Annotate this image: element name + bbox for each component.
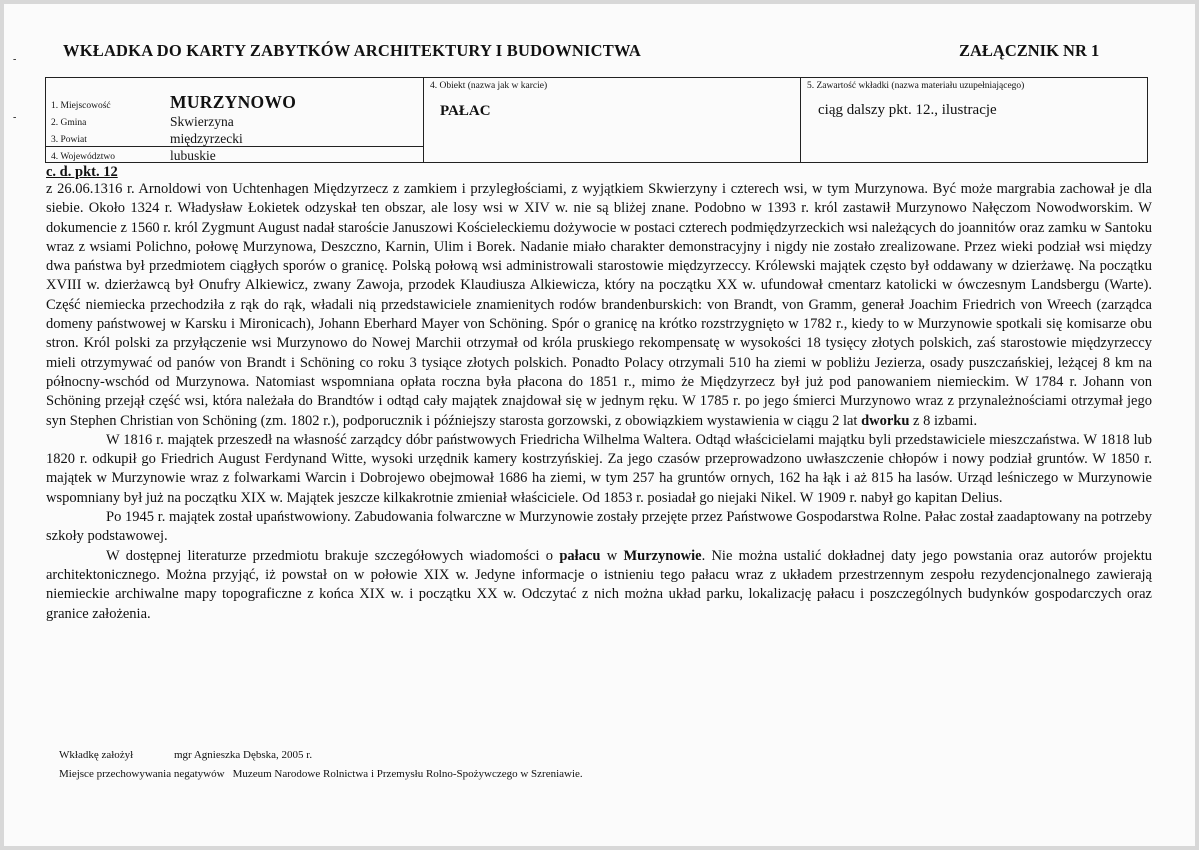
- location-row-4: [46, 146, 423, 164]
- document-title: WKŁADKA DO KARTY ZABYTKÓW ARCHITEKTURY I BUDOWNICTWA: [63, 41, 641, 60]
- paragraph-4-text-2: w: [600, 547, 624, 564]
- section-label: c. d. pkt. 12: [46, 164, 118, 180]
- paragraph-4: [46, 547, 1152, 624]
- contents-value: ciąg dalszy pkt. 12., ilustracje: [818, 102, 997, 118]
- object-column: [424, 78, 801, 162]
- contents-column: [801, 78, 1147, 162]
- attachment-number: ZAŁĄCZNIK NR 1: [959, 41, 1100, 60]
- paragraph-3: Po 1945 r. majątek został upaństwowiony. Zabudowania folwarczne w Murzynowie zostały przejęte przez Państwowe Gospodarstwa Rolne. Pałac został zaadaptowany na potrzeby szkoły podstawowej.: [46, 509, 1152, 545]
- document-page: [4, 4, 1195, 846]
- locality-value: MURZYNOWO: [170, 92, 297, 112]
- storage-value: Muzeum Narodowe Rolnictwa i Przemysłu Rolno-Spożywczego w Szreniawie.: [232, 768, 583, 780]
- info-table: [45, 77, 1148, 163]
- paragraph-4-text: W dostępnej literaturze przedmiotu brakuje szczegółowych wiadomości o: [106, 547, 560, 564]
- commune-value: Skwierzyna: [170, 114, 234, 129]
- paragraph-4-bold-palace: pałacu: [559, 547, 601, 564]
- object-value: PAŁAC: [440, 103, 491, 119]
- paragraph-4-bold-place: Murzynowie: [623, 547, 702, 564]
- paragraph-2: W 1816 r. majątek przeszedł na własność zarządcy dóbr państwowych Friedricha Wilhelma Waltera. Odtąd właścicielami majątku byli przedstawiciele mieszczaństwa. W 1818 lub 1820 r. odkupił go Friedrich August Ferdynand Witte, wysoki urzędnik kamery kostrzyńskiej. Za jego czasów przeprowadzono uwłaszczenie chłopów i nowy podział gruntów. W 1850 r. majątek w Murzynowie wraz z folwarkami Warcin i Dobrojewo obejmował 1686 ha ziemi, w tym 257 ha gruntów ornych, 162 ha łąk i aż 815 ha lasów. Urząd leśniczego w Murzynowie wspomniany był już na początku XIX w. Majątek jeszcze kilkakrotnie zmieniał właściciele. Od 1853 r. posiadał go niejaki Nikel. W 1909 r. nabył go kapitan Delius.: [46, 431, 1152, 506]
- location-column: [46, 78, 424, 162]
- county-value: międzyrzecki: [170, 131, 243, 146]
- document-body: [46, 180, 1152, 624]
- location-row-1: [46, 92, 423, 113]
- storage-label: Miejsce przechowywania negatywów: [59, 768, 225, 780]
- location-row-2: [46, 113, 423, 130]
- paragraph-1: [46, 180, 1152, 431]
- location-row-3: [46, 130, 423, 147]
- storage-line: [59, 768, 583, 780]
- commune-label: 2. Gmina: [51, 118, 87, 128]
- locality-label: 1. Miejscowość: [51, 101, 111, 111]
- paragraph-1-bold: dworku: [861, 412, 910, 429]
- object-label: 4. Obiekt (nazwa jak w karcie): [430, 81, 548, 91]
- author-value: mgr Agnieszka Dębska, 2005 r.: [174, 749, 313, 761]
- margin-mark: -: [13, 112, 17, 123]
- author-label: Wkładkę założył: [59, 749, 134, 761]
- voivodeship-value: lubuskie: [170, 148, 216, 163]
- margin-mark: -: [13, 54, 17, 65]
- contents-label: 5. Zawartość wkładki (nazwa materiału uzupełniającego): [807, 81, 1025, 91]
- paragraph-4-text-3: . Nie można ustalić dokładnej daty jego powstania oraz autorów projektu architektonicznego. Można przyjąć, iż powstał on w połowie XIX w. Jedyne informacje o istnieniu tego pałacu wraz z układem przestrzennym zespołu rezydencjonalnego zawierają niemieckie archiwalne mapy topograficzne z końca XIX w. i początku XX w. Odczytać z nich można układ parku, lokalizację pałacu i poszczególnych budynków gospodarczych oraz granice założenia.: [46, 547, 1152, 622]
- county-label: 3. Powiat: [51, 135, 87, 145]
- paragraph-1-text: z 26.06.1316 r. Arnoldowi von Uchtenhagen Międzyrzecz z zamkiem i przyległościami, z wyjątkiem Skwierzyny i czterech wsi, w tym Murzynowa. Być może margrabia zachował je dla siebie. Około 1324 r. Władysław Łokietek odzyskał ten obszar, ale losy wsi w XIV w. nie są bliżej znane. Podobno w 1393 r. król zastawił Murzynowo Nałęczom Nowodworskim. W dokumencie z 1560 r. król Zygmunt August nadał staroście Januszowi Kościeleckiemu dożywocie w postaci czterech podmiędzyrzeckich wsi należących do joannitów oraz zamku w Santoku wraz z wsiami Polichno, połowę Murzynowa, Deszczno, Karnin, Ulim i Borek. Nadanie miało charakter demonstracyjny i nigdy nie zostało zrealizowane. Przez wieki podział wsi między dwa państwa był przedmiotem ciągłych sporów o granicę. Polską połową wsi administrowali starostowie międzyrzeccy. Królewski majątek często był oddawany w dzierżawę. Na początku XVIII w. dzierżawcą był Onufry Alkiewicz, zwany Zawoja, przodek Klaudiusza Alkiewicza, który na początku XX w. ufundował cmentarz katolicki w ówczesnym Landsbergu (Warte). Część niemiecka przechodziła z rąk do rąk, władali nią przedstawiciele znamienitych rodów brandenburskich: von Brandt, von Gramm, generał Joachim Friedrich von Wreech (zarządca domeny państwowej w Karsku i Mironicach), Johann Eberhard Mayer von Schöning. Spór o granicę na krótko rozstrzygnięto w 1782 r., kiedy to w Murzynowie spotkali się komisarze obu stron. Król polski za przyłączenie wsi Murzynowo do Nowej Marchii otrzymał od króla pruskiego rekompensatę w wysokości 18 tysięcy złotych polskich, zaś starostowie międzyrzeccy mieli otrzymywać od panów von Brandt i Schöning co roku 3 tysiące złotych polskich. Ponadto Polacy otrzymali 510 ha ziemi w pobliżu Jezierza, osady puszczańskiej, leżącej 8 km na północny-wschód od Murzynowa. Natomiast wspomniana opłata roczna była płacona do 1851 r., mimo że Międzyrzecz był już pod panowaniem niemieckim. W 1784 r. Johann von Schöning przejął część wsi, która należała do Brandtów i odtąd cały majątek znajdował się w jednym ręku. W 1785 r. po jego śmierci Murzynowo wraz z przynależnościami otrzymał jego syn Stephen Christian von Schöning (zm. 1802 r.), podporucznik i późniejszy starosta gorzowski, z obowiązkiem wystawienia w ciągu 2 lat: [46, 181, 1152, 429]
- author-line: [59, 749, 312, 761]
- paragraph-1-end: z 8 izbami.: [909, 412, 978, 429]
- voivodeship-label: 4. Województwo: [51, 152, 115, 162]
